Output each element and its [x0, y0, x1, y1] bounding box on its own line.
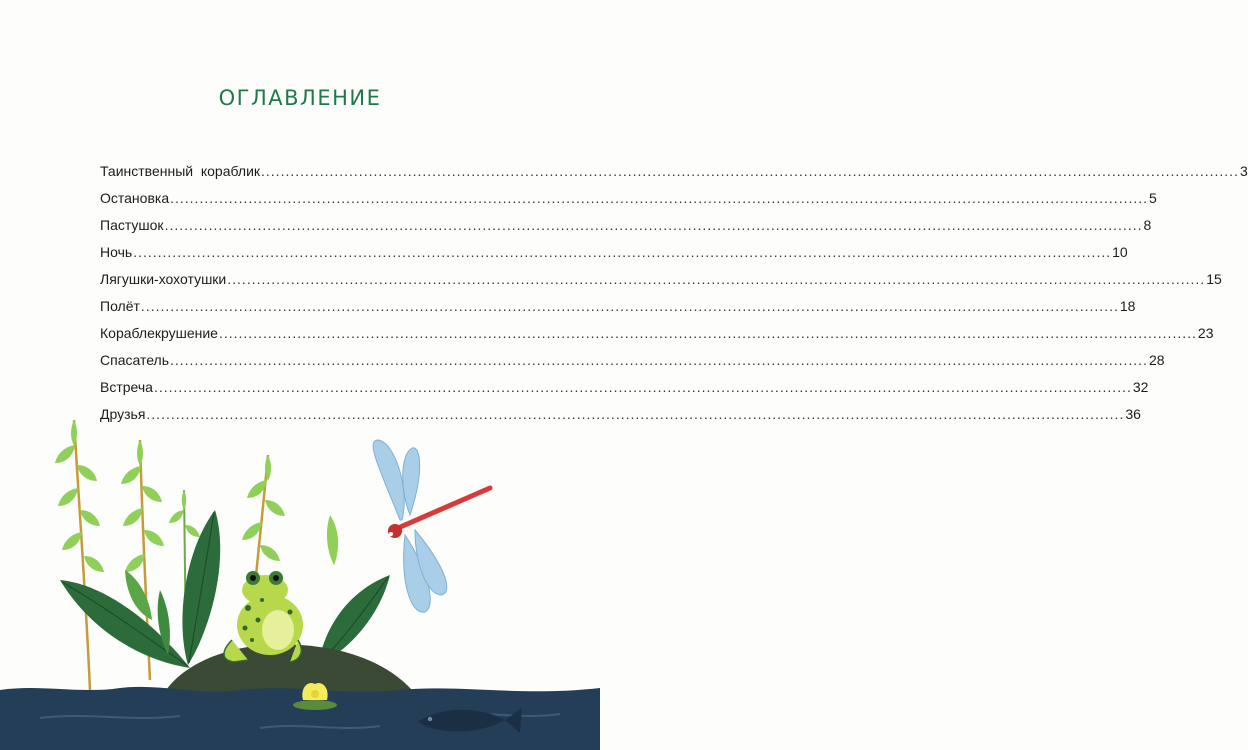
toc-item[interactable] — [100, 217, 1152, 244]
toc-item[interactable] — [100, 190, 1157, 217]
toc-leader-dots: ........................................................................................................................................................................................................ — [153, 379, 1132, 395]
toc-item[interactable] — [100, 298, 1136, 325]
reed-icon — [55, 420, 104, 690]
toc-item-page: 3 — [1239, 163, 1248, 179]
toc-item-page: 5 — [1149, 190, 1157, 206]
dragonfly-icon — [373, 440, 490, 612]
toc-item-label: Полёт — [100, 298, 140, 314]
leaf-icon — [60, 580, 190, 668]
toc-item-page: 8 — [1143, 217, 1152, 233]
toc-leader-dots: ........................................................................................................................................................................................................ — [170, 352, 1148, 368]
toc-item-label: Кораблекрушение — [100, 325, 218, 341]
toc-leader-dots: ........................................................................................................................................................................................................ — [133, 244, 1112, 260]
toc-leader-dots: ........................................................................................................................................................................................................ — [170, 190, 1149, 206]
toc-item-page: 18 — [1119, 298, 1136, 314]
toc-item-label: Спасатель — [100, 352, 169, 368]
toc-item[interactable] — [100, 244, 1128, 271]
toc-leader-dots: ........................................................................................................................................................................................................ — [164, 217, 1143, 233]
toc-item[interactable] — [100, 325, 1214, 352]
toc-item-page: 23 — [1197, 325, 1214, 341]
toc-item-label: Ночь — [100, 244, 133, 260]
toc-item-page: 15 — [1206, 271, 1222, 287]
toc-item-page: 32 — [1132, 379, 1149, 395]
toc-item-page: 36 — [1125, 406, 1141, 422]
toc-leader-dots: ........................................................................................................................................................................................................ — [261, 163, 1239, 179]
toc-item-page: 10 — [1112, 244, 1128, 260]
toc-item-label: Остановка — [100, 190, 170, 206]
toc-item-label: Пастушок — [100, 217, 164, 233]
toc-leader-dots: ........................................................................................................................................................................................................ — [140, 298, 1119, 314]
toc-item[interactable] — [100, 271, 1222, 298]
toc-leader-dots: ........................................................................................................................................................................................................ — [218, 325, 1197, 341]
toc-item[interactable] — [100, 352, 1165, 379]
toc-item-label: Друзья — [100, 406, 146, 422]
toc-item-page: 28 — [1148, 352, 1165, 368]
toc-item-label: Таинственный кораблик — [100, 163, 261, 179]
toc-item-label: Лягушки-хохотушки — [100, 271, 227, 287]
page-title: ОГЛАВЛЕНИЕ — [218, 86, 382, 110]
table-of-contents — [100, 163, 1248, 433]
toc-leader-dots: ........................................................................................................................................................................................................ — [146, 406, 1125, 422]
pond-illustration — [0, 400, 600, 750]
toc-item[interactable] — [100, 163, 1248, 190]
leaf-icon — [182, 510, 220, 665]
toc-leader-dots: ........................................................................................................................................................................................................ — [227, 271, 1206, 287]
toc-item-label: Встреча — [100, 379, 153, 395]
